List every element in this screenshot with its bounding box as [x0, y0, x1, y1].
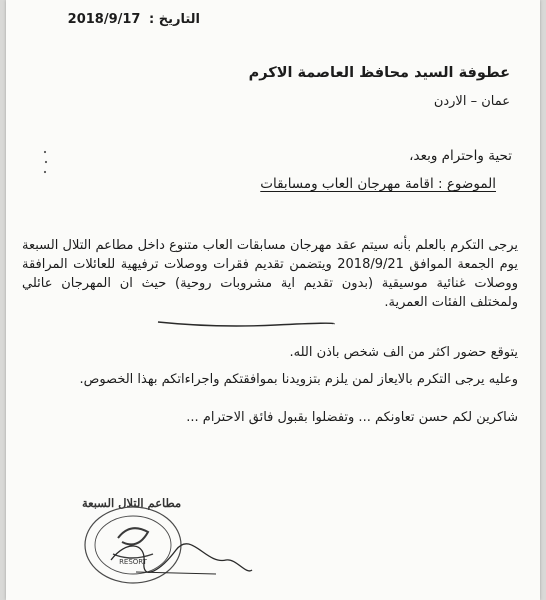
margin-marks — [40, 148, 50, 178]
body-paragraph-3: وعليه يرجى التكرم بالايعاز لمن يلزم بتزويدنا بموافقتكم واجراءاتكم بهذا الخصوص. — [79, 372, 518, 387]
signature-icon — [106, 530, 256, 590]
greeting: تحية واحترام وبعد، — [409, 148, 512, 164]
signatory-name: مطاعم التلال السبعة — [82, 496, 182, 510]
addressee: عطوفة السيد محافظ العاصمة الاكرم — [248, 65, 510, 81]
body-paragraph-1: يرجى التكرم بالعلم بأنه سيتم عقد مهرجان مسابقات العاب متنوع داخل مطاعم التلال السبعة يوم الجمعة الموافق 2018/9/21 ويتضمن تقديم فقرات ووصلات ترفيهية للعائلات المرافقة ووصلات غنائية موسيقية (بدون تقديم اية مشروبات روحية) حيث ان المهرجان عائلي ولمختلف الفئات العمرية. — [22, 238, 518, 310]
date-value: 2018/9/17 — [67, 12, 141, 27]
handwritten-underline — [156, 318, 336, 332]
date-row — [68, 10, 200, 29]
location: عمان – الاردن — [433, 94, 510, 109]
stamp-text: RESORT — [119, 558, 147, 566]
subject-text: الموضوع : اقامة مهرجان العاب ومسابقات — [260, 176, 496, 192]
letter-sheet — [6, 0, 540, 600]
date-label: التاريخ : — [149, 12, 200, 27]
subject-line — [260, 175, 496, 194]
body-paragraph-2: يتوقع حضور اكثر من الف شخص باذن الله. — [289, 345, 518, 360]
body-paragraph-4: شاكرين لكم حسن تعاونكم ... وتفضلوا بقبول فائق الاحترام ... — [186, 410, 518, 425]
